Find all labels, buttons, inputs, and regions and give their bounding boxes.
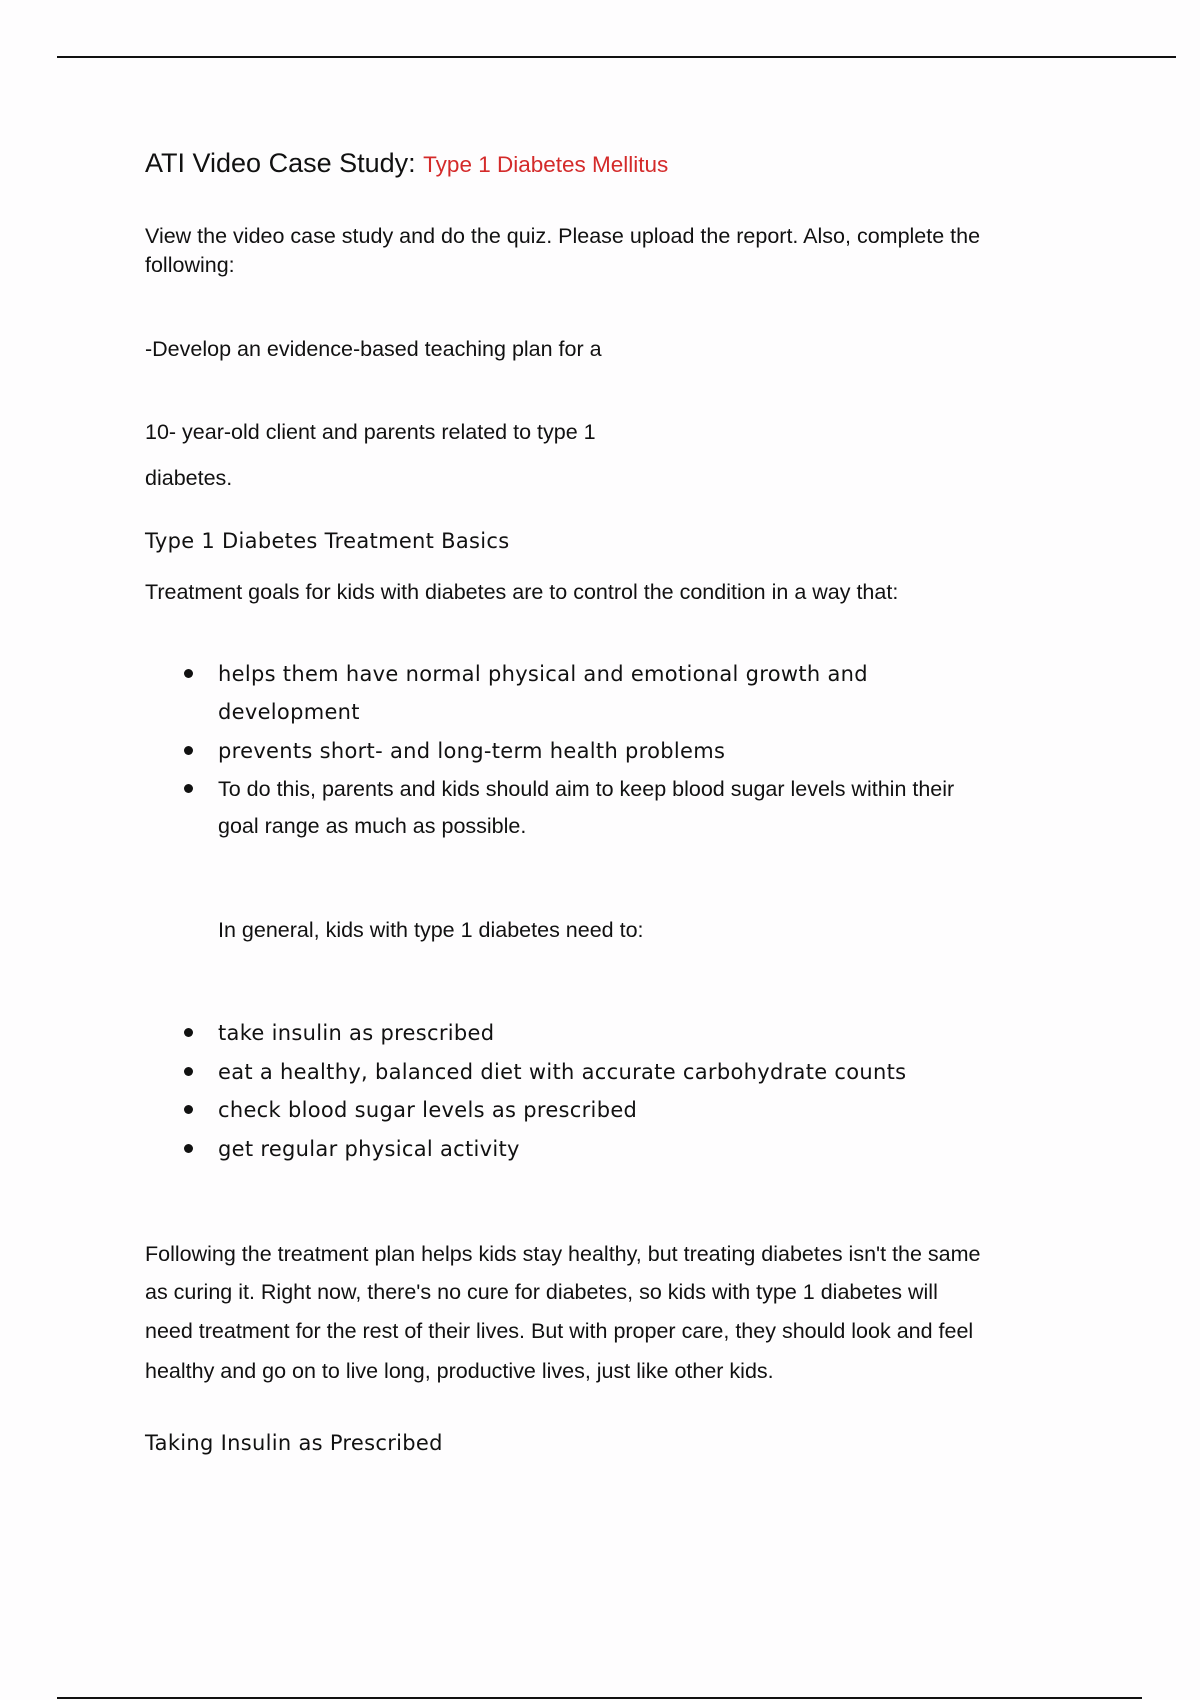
closing-line: as curing it. Right now, there's no cure for diabetes, so kids with type 1 diabetes will [145,1280,938,1304]
need-bullet: get regular physical activity [218,1137,520,1161]
need-bullet: take insulin as prescribed [218,1021,495,1045]
bottom-rule [57,1697,1142,1699]
closing-line: healthy and go on to live long, productive lives, just like other kids. [145,1359,774,1383]
section-heading: Taking Insulin as Prescribed [145,1431,443,1455]
title-topic: Type 1 Diabetes Mellitus [423,152,669,177]
bullet-icon [184,784,193,793]
general-intro: In general, kids with type 1 diabetes need to: [218,918,644,942]
closing-line: need treatment for the rest of their lives. But with proper care, they should look and feel [145,1319,974,1343]
bullet-icon [184,746,193,755]
bullet-icon [184,1144,193,1153]
bullet-icon [184,1105,193,1114]
bullet-icon [184,1028,193,1037]
top-rule [57,56,1176,58]
section-heading: Type 1 Diabetes Treatment Basics [145,529,510,553]
intro-line: following: [145,253,235,277]
goal-bullet: helps them have normal physical and emotional growth and [218,662,868,686]
goal-bullet-cont: goal range as much as possible. [218,814,527,838]
closing-line: Following the treatment plan helps kids stay healthy, but treating diabetes isn't the same [145,1242,981,1266]
goal-bullet: To do this, parents and kids should aim to keep blood sugar levels within their [218,777,955,801]
goals-intro: Treatment goals for kids with diabetes are to control the condition in a way that: [145,580,899,604]
task-line: diabetes. [145,466,233,490]
bullet-icon [184,669,193,678]
task-line: -Develop an evidence-based teaching plan for a [145,337,602,361]
goal-bullet: prevents short- and long-term health problems [218,739,726,763]
task-line: 10- year-old client and parents related to type 1 [145,420,596,444]
title-prefix: ATI Video Case Study: [145,148,416,178]
need-bullet: check blood sugar levels as prescribed [218,1098,638,1122]
need-bullet: eat a healthy, balanced diet with accurate carbohydrate counts [218,1060,907,1084]
intro-line: View the video case study and do the quiz. Please upload the report. Also, complete the [145,224,981,248]
page-title [145,147,668,181]
bullet-icon [184,1067,193,1076]
goal-bullet-cont: development [218,700,360,724]
